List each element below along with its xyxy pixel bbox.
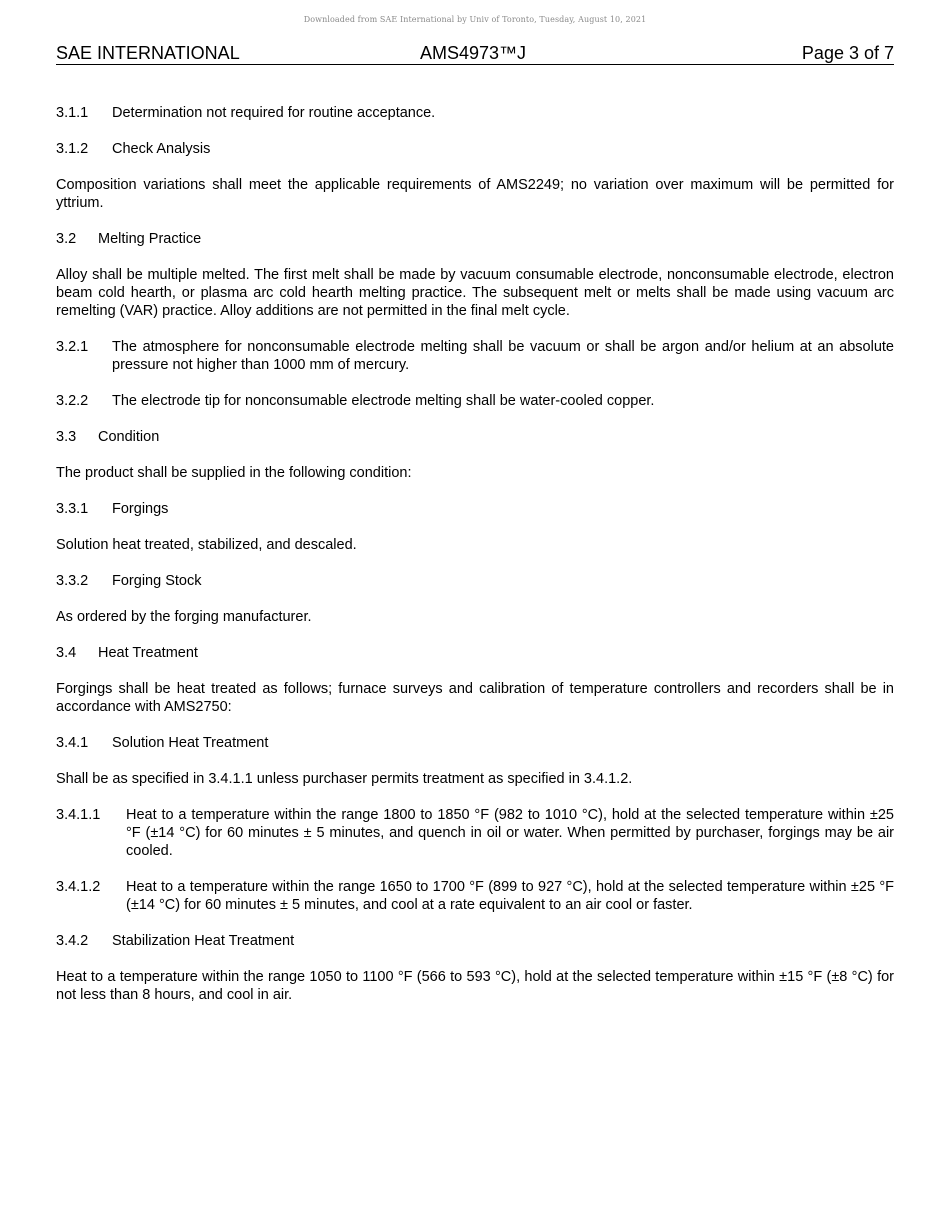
section-3-4-1-heading <box>56 734 894 752</box>
paragraph-forging-stock: As ordered by the forging manufacturer. <box>56 609 312 625</box>
section-3-2-heading <box>56 230 894 248</box>
section-text: Heat to a temperature within the range 1650 to 1700 °F (899 to 927 °C), hold at the selected temperature within ±25 °F (±14 °C) for 60 minutes ± 5 minutes, and cool at a rate equivalent to an air cool or faster. <box>126 879 894 913</box>
section-number: 3.3.2 <box>56 573 89 589</box>
section-3-1-2-heading <box>56 140 894 158</box>
section-title: Forging Stock <box>112 573 202 589</box>
section-text: Heat to a temperature within the range 1800 to 1850 °F (982 to 1010 °C), hold at the selected temperature within ±25 °F (±14 °C) for 60 minutes ± 5 minutes, and quench in oil or water. When permitted by purchaser, forgings may be air cooled. <box>126 807 894 859</box>
download-watermark: Downloaded from SAE International by Univ of Toronto, Tuesday, August 10, 2021 <box>303 15 647 24</box>
section-text: The atmosphere for nonconsumable electrode melting shall be vacuum or shall be argon and/or helium at an absolute pressure not higher than 1000 mm of mercury. <box>112 339 894 373</box>
section-3-3-1-heading <box>56 500 894 518</box>
paragraph-heat-treatment: Forgings shall be heat treated as follows; furnace surveys and calibration of temperature controllers and recorders shall be in accordance with AMS2750: <box>56 681 894 715</box>
section-number: 3.3 <box>56 429 77 445</box>
section-title: Melting Practice <box>98 231 202 247</box>
section-3-4-heading <box>56 644 894 662</box>
section-number: 3.4.2 <box>56 933 89 949</box>
paragraph-condition: The product shall be supplied in the following condition: <box>56 465 412 481</box>
section-title: Check Analysis <box>112 141 211 157</box>
section-3-2-1 <box>56 338 894 374</box>
paragraph-check-analysis: Composition variations shall meet the applicable requirements of AMS2249; no variation over maximum will be permitted for yttrium. <box>56 177 894 211</box>
document-body <box>56 104 894 1022</box>
page-header <box>56 43 894 65</box>
section-number: 3.1.1 <box>56 105 89 121</box>
section-number: 3.2.2 <box>56 393 89 409</box>
section-title: Heat Treatment <box>98 645 198 661</box>
header-organization: SAE INTERNATIONAL <box>56 43 240 63</box>
section-3-3-heading <box>56 428 894 446</box>
section-3-1-1 <box>56 104 894 122</box>
header-document-number: AMS4973™J <box>420 43 527 63</box>
section-text: Determination not required for routine acceptance. <box>112 105 436 121</box>
paragraph-melting-practice: Alloy shall be multiple melted. The first melt shall be made by vacuum consumable electrode, nonconsumable electrode, electron beam cold hearth, or plasma arc cold hearth melting practice. The subsequent melt or melts shall be made using vacuum arc remelting (VAR) practice. Alloy additions are not permitted in the final melt cycle. <box>56 267 894 319</box>
section-title: Stabilization Heat Treatment <box>112 933 295 949</box>
paragraph-forgings: Solution heat treated, stabilized, and descaled. <box>56 537 357 553</box>
section-title: Forgings <box>112 501 169 517</box>
section-3-4-1-2 <box>56 878 894 914</box>
section-text: The electrode tip for nonconsumable electrode melting shall be water-cooled copper. <box>112 393 655 409</box>
section-number: 3.4 <box>56 645 77 661</box>
section-number: 3.2.1 <box>56 339 89 355</box>
section-number: 3.2 <box>56 231 77 247</box>
section-3-2-2 <box>56 392 894 410</box>
section-3-4-2-heading <box>56 932 894 950</box>
header-page-number: Page 3 of 7 <box>801 43 894 63</box>
section-number: 3.3.1 <box>56 501 89 517</box>
section-title: Condition <box>98 429 160 445</box>
section-number: 3.4.1 <box>56 735 89 751</box>
section-3-3-2-heading <box>56 572 894 590</box>
section-number: 3.4.1.2 <box>56 879 101 895</box>
section-3-4-1-1 <box>56 806 894 860</box>
section-number: 3.4.1.1 <box>56 807 101 823</box>
paragraph-stabilization-heat-treatment: Heat to a temperature within the range 1050 to 1100 °F (566 to 593 °C), hold at the selected temperature within ±15 °F (±8 °C) for not less than 8 hours, and cool in air. <box>56 969 894 1003</box>
section-title: Solution Heat Treatment <box>112 735 269 751</box>
paragraph-solution-heat-treatment: Shall be as specified in 3.4.1.1 unless purchaser permits treatment as specified in 3.4.1.2. <box>56 771 633 787</box>
section-number: 3.1.2 <box>56 141 89 157</box>
